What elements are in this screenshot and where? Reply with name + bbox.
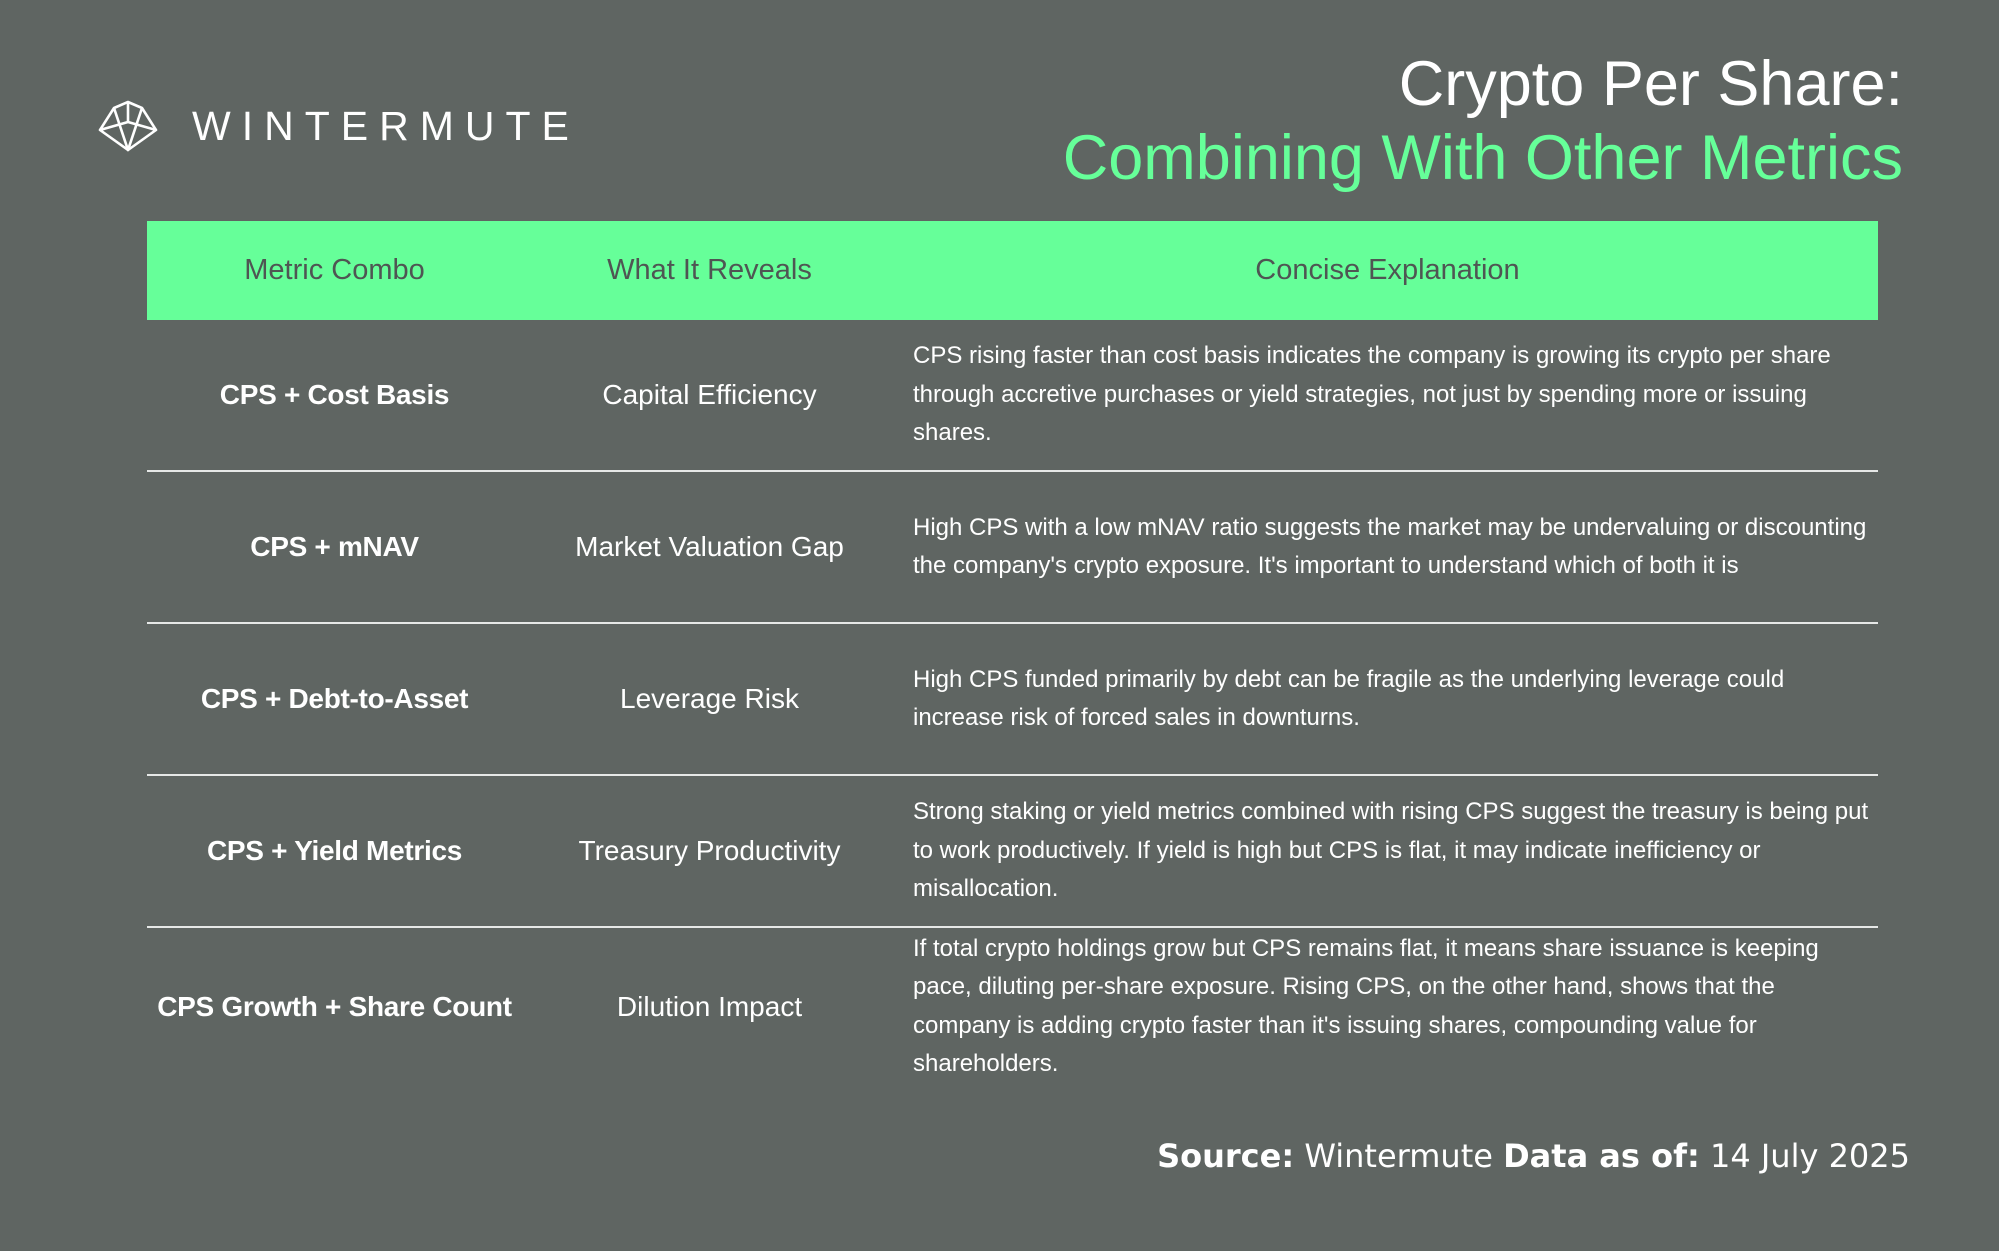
page-title [1063, 48, 1903, 195]
reveals-cell: Capital Efficiency [602, 379, 817, 410]
metrics-table [147, 221, 1878, 1085]
source-value: Wintermute [1304, 1137, 1493, 1175]
explanation-cell: High CPS funded primarily by debt can be fragile as the underlying leverage could increase risk of forced sales in downturns. [913, 665, 1785, 731]
header-what-it-reveals: What It Reveals [607, 254, 812, 286]
title-line-2: Combining With Other Metrics [1062, 122, 1903, 193]
reveals-cell: Dilution Impact [616, 990, 803, 1022]
explanation-cell: CPS rising faster than cost basis indicates the company is growing its crypto per share through accretive purchases or yield strategies, not just by spending more or issuing shares. [913, 342, 1831, 447]
brand-logo [94, 100, 580, 152]
explanation-cell: Strong staking or yield metrics combined with rising CPS suggest the treasury is being put to work productively. If yield is high but CPS is flat, it may indicate inefficiency or misallocation. [913, 798, 1869, 903]
title-line-1: Crypto Per Share: [1398, 49, 1903, 119]
metric-combo-cell: CPS + Cost Basis [219, 379, 450, 410]
source-label: Source: [1157, 1137, 1295, 1175]
table-row [147, 928, 1878, 1085]
table-row [147, 320, 1878, 472]
header-metric-combo: Metric Combo [244, 254, 425, 286]
metric-combo-cell: CPS + Debt-to-Asset [200, 683, 469, 714]
table-row [147, 472, 1878, 624]
date-label: Data as of: [1503, 1137, 1700, 1175]
wintermute-crystal-icon [94, 100, 162, 152]
date-value: 14 July 2025 [1709, 1137, 1910, 1175]
reveals-cell: Leverage Risk [620, 683, 799, 714]
reveals-cell: Market Valuation Gap [575, 531, 844, 562]
metric-combo-cell: CPS + mNAV [250, 531, 419, 562]
explanation-cell: If total crypto holdings grow but CPS remains flat, it means share issuance is keeping pace, diluting per-share exposure. Rising CPS, on the other hand, shows that the company is adding crypto faster than it's issuing shares, compounding value for shareholders. [913, 934, 1819, 1077]
brand-name: WINTERMUTE [192, 102, 580, 149]
table-row [147, 776, 1878, 928]
table-header [147, 221, 1878, 320]
source-footer [1157, 1137, 1910, 1175]
table-row [147, 624, 1878, 776]
metric-combo-cell: CPS Growth + Share Count [157, 990, 512, 1022]
explanation-cell: High CPS with a low mNAV ratio suggests the market may be undervaluing or discounting the company's crypto exposure. It's important to understand which of both it is [913, 513, 1867, 579]
metric-combo-cell: CPS + Yield Metrics [207, 835, 462, 866]
reveals-cell: Treasury Productivity [578, 835, 841, 866]
header-concise-explanation: Concise Explanation [1255, 254, 1520, 286]
